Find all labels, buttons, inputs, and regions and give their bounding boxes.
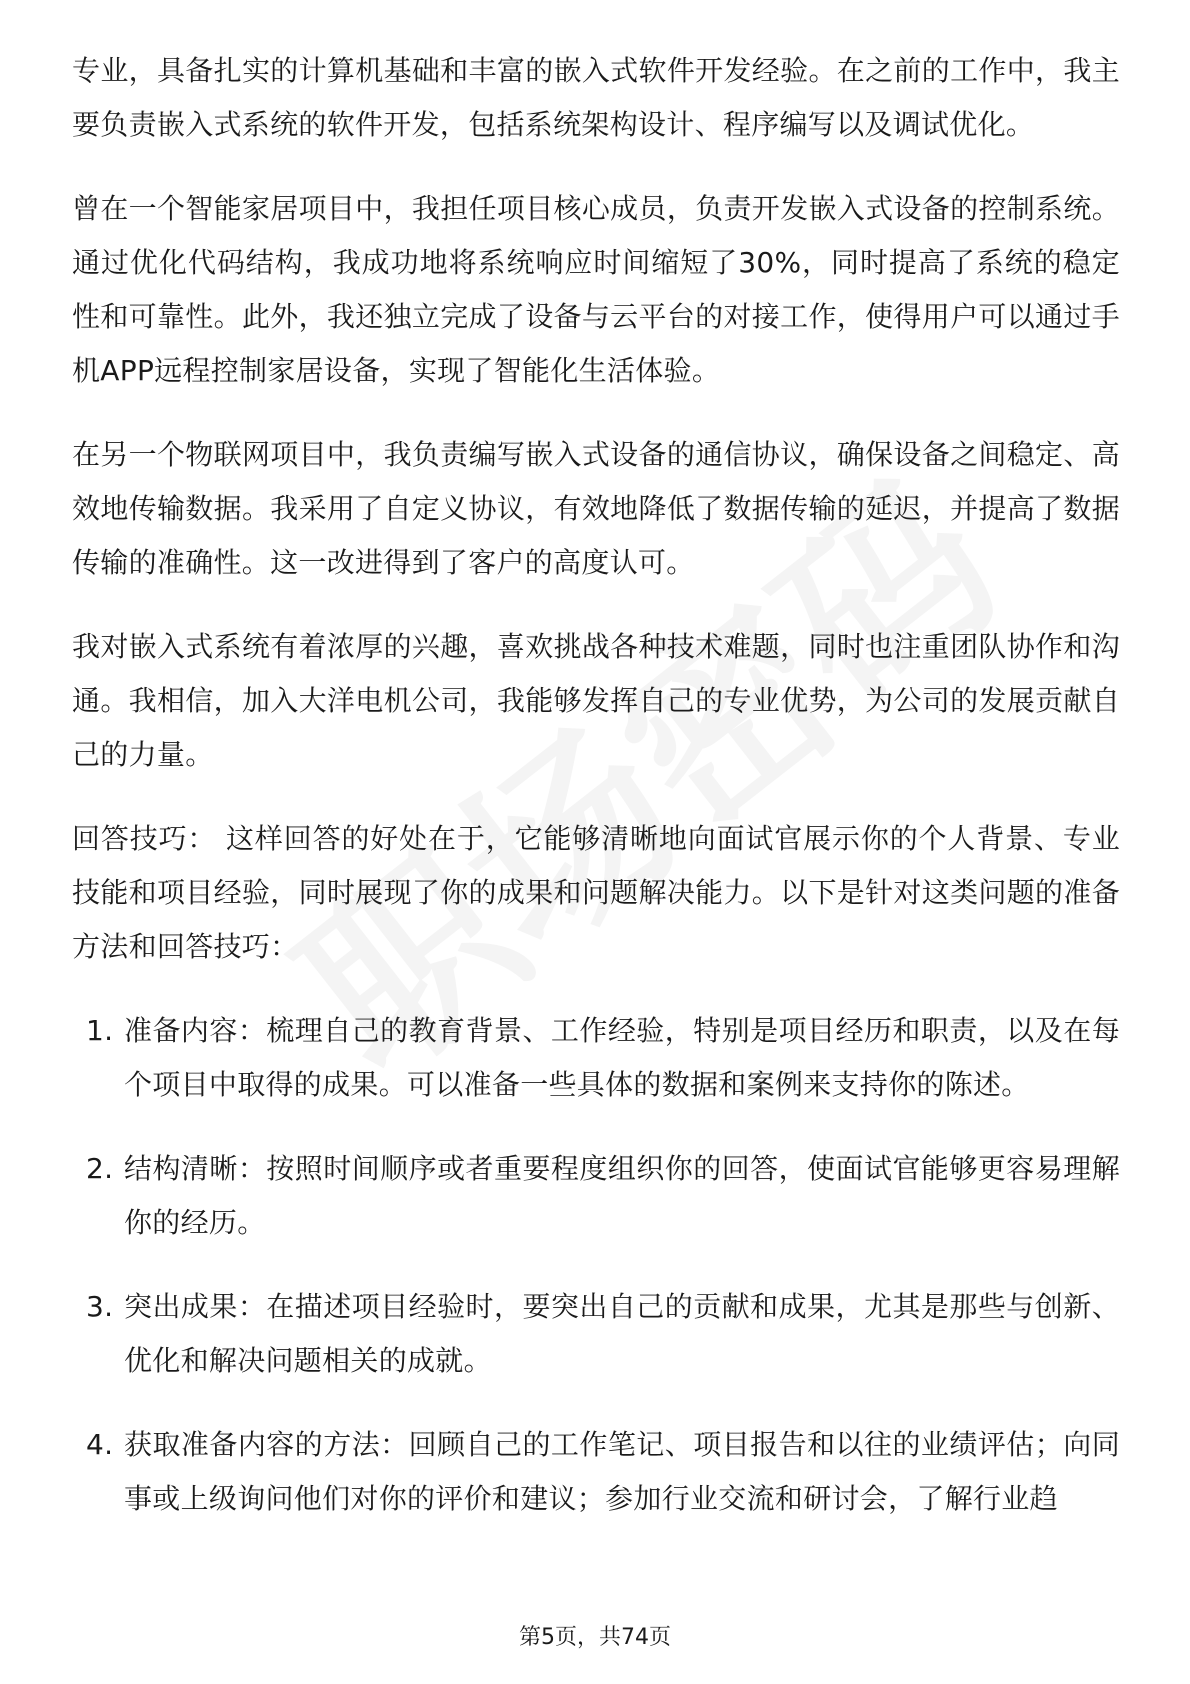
list-item — [72, 1004, 1120, 1112]
list-text: 准备内容：梳理自己的教育背景、工作经验，特别是项目经历和职责，以及在每个项目中取得的成果。可以准备一些具体的数据和案例来支持你的陈述。 — [124, 1014, 1120, 1101]
list-item — [72, 1280, 1120, 1388]
page-number-footer: 第5页，共74页 — [519, 1625, 671, 1650]
paragraph-answer-tips: 回答技巧： 这样回答的好处在于，它能够清晰地向面试官展示你的个人背景、专业技能和项目经验，同时展现了你的成果和问题解决能力。以下是针对这类问题的准备方法和回答技巧： — [72, 822, 1120, 963]
list-item — [72, 1142, 1120, 1250]
list-number: 2. — [86, 1152, 114, 1185]
list-number: 3. — [86, 1290, 114, 1323]
list-item — [72, 1418, 1120, 1526]
paragraph-motivation: 我对嵌入式系统有着浓厚的兴趣，喜欢挑战各种技术难题，同时也注重团队协作和沟通。我相信，加入大洋电机公司，我能够发挥自己的专业优势，为公司的发展贡献自己的力量。 — [72, 630, 1120, 771]
list-text: 获取准备内容的方法：回顾自己的工作笔记、项目报告和以往的业绩评估；向同事或上级询问他们对你的评价和建议；参加行业交流和研讨会，了解行业趋 — [124, 1428, 1120, 1515]
paragraph-iot: 在另一个物联网项目中，我负责编写嵌入式设备的通信协议，确保设备之间稳定、高效地传输数据。我采用了自定义协议，有效地降低了数据传输的延迟，并提高了数据传输的准确性。这一改进得到了客户的高度认可。 — [72, 438, 1120, 579]
tips-list — [72, 1004, 1120, 1526]
paragraph-smart-home: 曾在一个智能家居项目中，我担任项目核心成员，负责开发嵌入式设备的控制系统。通过优化代码结构，我成功地将系统响应时间缩短了30%，同时提高了系统的稳定性和可靠性。此外，我还独立完成了设备与云平台的对接工作，使得用户可以通过手机APP远程控制家居设备，实现了智能化生活体验。 — [72, 192, 1120, 387]
list-number: 1. — [86, 1014, 114, 1047]
paragraph-intro: 专业，具备扎实的计算机基础和丰富的嵌入式软件开发经验。在之前的工作中，我主要负责嵌入式系统的软件开发，包括系统架构设计、程序编写以及调试优化。 — [72, 54, 1120, 141]
list-text: 结构清晰：按照时间顺序或者重要程度组织你的回答，使面试官能够更容易理解你的经历。 — [124, 1152, 1120, 1239]
document-body — [72, 44, 1120, 1556]
list-number: 4. — [86, 1428, 114, 1461]
list-text: 突出成果：在描述项目经验时，要突出自己的贡献和成果，尤其是那些与创新、优化和解决问题相关的成就。 — [124, 1290, 1120, 1377]
